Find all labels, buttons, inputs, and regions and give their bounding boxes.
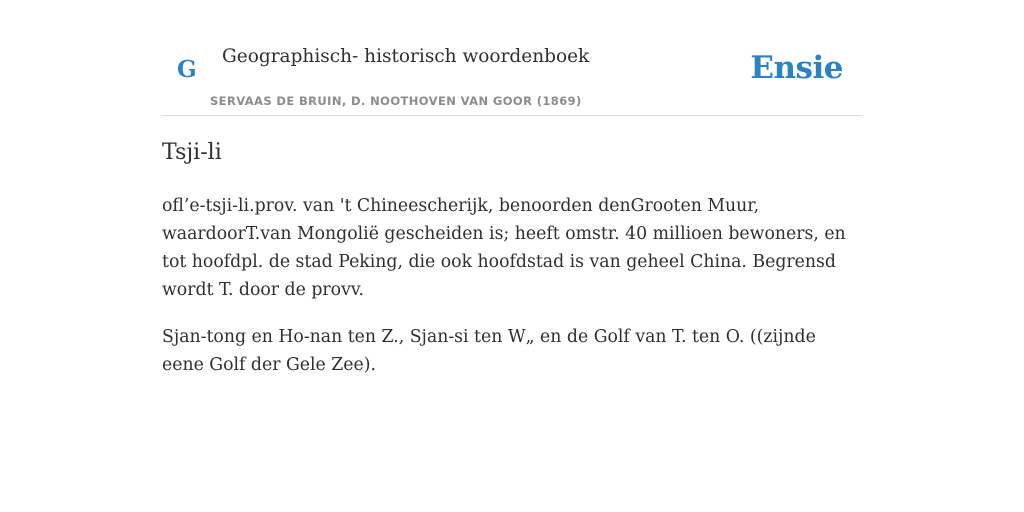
book-header [162,0,862,116]
book-authors-meta: SERVAAS DE BRUIN, D. NOOTHOVEN VAN GOOR (1869) [210,94,582,108]
book-letter-link[interactable]: G [177,56,197,83]
page-container [162,0,862,375]
entry-paragraph: Sjan-tong en Ho-nan ten Z., Sjan-si ten W„ en de Golf van T. ten O. ((zijnde eene Golf der Gele Zee). [162,327,816,375]
entry-title: Tsji-li [162,140,222,165]
entry-paragraph: ofl’e-tsji-li.prov. van 't Chineescherijk, benoorden denGrooten Muur, waardoorT.van Mongolië gescheiden is; heeft omstr. 40 millioen bewoners, en tot hoofdpl. de stad Peking, die ook hoofdstad is van geheel China. Begrensd wordt T. door de provv. [162,196,846,300]
ensie-logo[interactable]: Ensie [750,50,843,86]
book-title[interactable]: Geographisch- historisch woordenboek [222,46,590,67]
entry-body [162,192,862,398]
